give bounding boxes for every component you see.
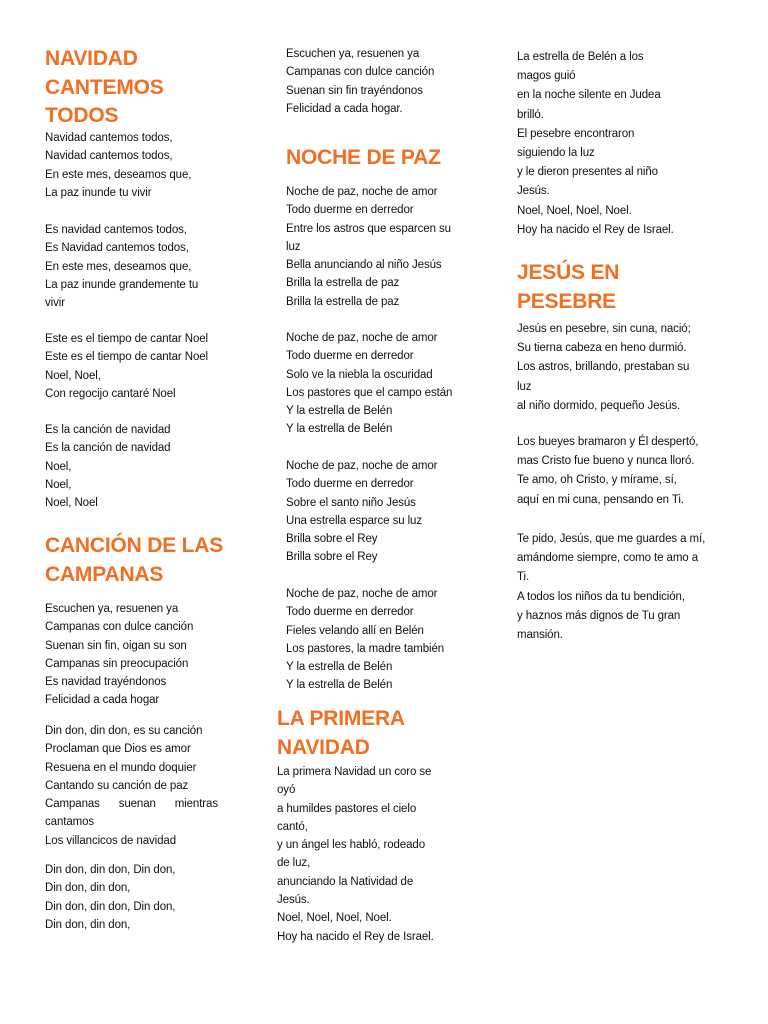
lyric-line: Es navidad cantemos todos, xyxy=(45,224,187,236)
lyric-line: Todo duerme en derredor xyxy=(286,478,414,491)
lyric-line: Sobre el santo niño Jesús xyxy=(286,496,416,509)
lyric-line: Es Navidad cantemos todos, xyxy=(45,242,189,255)
lyric-line: siguiendo la luz xyxy=(517,146,595,159)
lyric-line: Su tierna cabeza en heno durmió. xyxy=(517,342,687,355)
lyric-line: Los bueyes bramaron y Él despertó, xyxy=(517,436,699,448)
lyric-line: vivir xyxy=(45,297,65,310)
stanza xyxy=(517,320,691,416)
lyric-line: Jesús. xyxy=(517,185,550,198)
lyric-line: oyó xyxy=(277,784,296,797)
lyric-line: Brilla la estrella de paz xyxy=(286,277,400,290)
lyric-line: brilló. xyxy=(517,108,544,121)
lyric-line: Los astros, brillando, prestaban su xyxy=(517,361,690,374)
lyric-line: Hoy ha nacido el Rey de Israel. xyxy=(277,930,434,943)
lyric-line: aquí en mi cuna, pensando en Ti. xyxy=(517,493,684,506)
stanza xyxy=(517,433,698,510)
lyric-line: Campanas con dulce canción xyxy=(286,66,435,79)
lyric-line: Noche de paz, noche de amor xyxy=(286,332,438,344)
lyric-line: Fieles velando allí en Belén xyxy=(286,624,424,637)
lyric-line: en la noche silente en Judea xyxy=(517,89,661,102)
lyric-line: a humildes pastores el cielo xyxy=(277,802,417,815)
lyric-line: Felicidad a cada hogar. xyxy=(286,102,403,115)
lyric-line: Din don, din don, es su canción xyxy=(45,725,203,737)
lyric-line: luz xyxy=(517,380,532,393)
lyric-line: Din don, din don, Din don, xyxy=(45,864,176,876)
lyric-line: Y la estrella de Belén xyxy=(286,423,393,436)
lyric-line: Suenan sin fin trayéndonos xyxy=(286,84,423,97)
lyric-line: Ti. xyxy=(517,571,530,584)
justified-word: Campanas xyxy=(45,798,100,811)
lyric-line: Y la estrella de Belén xyxy=(286,679,393,692)
stanza xyxy=(45,129,191,202)
stanza xyxy=(517,530,705,645)
stanza xyxy=(45,861,175,934)
lyric-line-justified xyxy=(45,795,218,813)
song-title-cancion-de-las-campanas: CANCIÓN DE LAS CAMPANAS xyxy=(45,534,224,586)
lyric-line: Los villancicos de navidad xyxy=(45,834,177,847)
lyric-line: y haznos más dignos de Tu gran xyxy=(517,609,681,622)
lyric-line: y le dieron presentes al niño xyxy=(517,166,658,179)
stanza xyxy=(286,183,451,311)
lyric-line: Noel, Noel, xyxy=(45,369,101,382)
lyric-line: mas Cristo fue bueno y nunca lloró. xyxy=(517,455,695,468)
lyric-line: Din don, din don, xyxy=(45,918,131,931)
lyric-line: Brilla sobre el Rey xyxy=(286,533,378,546)
lyric-line: Noel, Noel, Noel, Noel. xyxy=(517,204,632,217)
stanza xyxy=(286,45,434,118)
lyric-line: cantamos xyxy=(45,816,95,829)
stanza xyxy=(277,763,434,946)
lyric-line: En este mes, deseamos que, xyxy=(45,260,192,273)
stanza xyxy=(517,48,674,240)
lyric-line: Es navidad trayéndonos xyxy=(45,676,167,689)
lyric-line: Noel, Noel, Noel, Noel. xyxy=(277,912,392,925)
lyric-line: Entre los astros que esparcen su xyxy=(286,222,451,235)
lyric-line: La estrella de Belén a los xyxy=(517,51,644,63)
lyric-line: Cantando su canción de paz xyxy=(45,779,189,792)
lyric-line: Din don, din don, Din don, xyxy=(45,900,176,913)
lyric-line: y un ángel les habló, rodeado xyxy=(277,839,425,852)
stanza xyxy=(286,457,437,567)
lyric-line: Felicidad a cada hogar xyxy=(45,694,160,707)
lyric-line: mansión. xyxy=(517,628,563,641)
lyric-line: Escuchen ya, resuenen ya xyxy=(286,48,420,60)
lyric-line: Y la estrella de Belén xyxy=(286,405,393,418)
lyric-line: al niño dormido, pequeño Jesús. xyxy=(517,399,681,412)
lyric-line: Navidad cantemos todos, xyxy=(45,132,173,144)
lyric-line: La primera Navidad un coro se xyxy=(277,766,432,778)
justified-word: suenan xyxy=(118,798,156,811)
lyric-line: magos guió xyxy=(517,70,576,83)
lyric-line: Te pido, Jesús, que me guardes a mí, xyxy=(517,533,706,545)
lyric-line: cantó, xyxy=(277,820,308,833)
lyric-line: Hoy ha nacido el Rey de Israel. xyxy=(517,223,674,236)
lyric-line: Es la canción de navidad xyxy=(45,442,171,455)
lyric-line: Suenan sin fin, oigan su son xyxy=(45,639,187,652)
lyric-line: Noel, xyxy=(45,478,72,491)
stanza xyxy=(45,221,198,312)
lyric-line: Todo duerme en derredor xyxy=(286,606,414,619)
lyric-line: Noel, xyxy=(45,460,72,473)
lyric-line: Campanas con dulce canción xyxy=(45,621,194,634)
lyric-line: Resuena en el mundo doquier xyxy=(45,761,197,774)
lyric-line: La paz inunde grandemente tu xyxy=(45,278,199,291)
lyric-line: amándome siempre, como te amo a xyxy=(517,552,698,565)
lyric-line: de luz, xyxy=(277,857,311,870)
lyric-line: Noel, Noel xyxy=(45,497,98,510)
stanza xyxy=(45,600,193,710)
lyric-line: Es la canción de navidad xyxy=(45,424,171,436)
lyric-line: A todos los niños da tu bendición, xyxy=(517,590,685,603)
lyric-line: La paz inunde tu vivir xyxy=(45,186,152,199)
lyric-line: Te amo, oh Cristo, y mírame, sí, xyxy=(517,474,677,487)
stanza xyxy=(286,585,444,695)
song-title-navidad-cantemos-todos: NAVIDAD CANTEMOS TODOS xyxy=(45,47,164,127)
song-title-jesus-en-pesebre: JESÚS EN PESEBRE xyxy=(517,261,620,313)
song-title-la-primera-navidad: LA PRIMERA NAVIDAD xyxy=(277,707,405,759)
stanza xyxy=(45,421,170,512)
lyric-line: Brilla sobre el Rey xyxy=(286,551,378,564)
lyric-line: Los pastores que el campo están xyxy=(286,386,453,399)
stanza xyxy=(45,330,208,403)
lyric-line: Con regocijo cantaré Noel xyxy=(45,387,176,400)
lyric-line: Solo ve la niebla la oscuridad xyxy=(286,368,433,381)
lyric-line: Escuchen ya, resuenen ya xyxy=(45,603,179,615)
lyric-line: Y la estrella de Belén xyxy=(286,661,393,674)
lyric-line: Proclaman que Dios es amor xyxy=(45,743,191,756)
lyric-line: Los pastores, la madre también xyxy=(286,642,445,655)
lyric-line: Din don, din don, xyxy=(45,882,131,895)
lyric-line: Navidad cantemos todos, xyxy=(45,150,173,163)
lyric-line: Jesús en pesebre, sin cuna, nació; xyxy=(517,323,691,335)
lyric-line: Todo duerme en derredor xyxy=(286,350,414,363)
lyric-line: Una estrella esparce su luz xyxy=(286,514,423,527)
lyric-line: Jesús. xyxy=(277,894,310,907)
lyric-line: Bella anunciando al niño Jesús xyxy=(286,259,442,272)
lyric-line: El pesebre encontraron xyxy=(517,127,635,140)
lyric-line: Este es el tiempo de cantar Noel xyxy=(45,351,208,364)
lyric-line: Noche de paz, noche de amor xyxy=(286,186,438,198)
lyric-line: Este es el tiempo de cantar Noel xyxy=(45,333,208,345)
lyric-line: anunciando la Natividad de xyxy=(277,875,414,888)
lyric-line: luz xyxy=(286,240,301,253)
stanza xyxy=(45,722,218,850)
lyric-line: En este mes, deseamos que, xyxy=(45,168,192,181)
lyric-line: Todo duerme en derredor xyxy=(286,204,414,217)
lyric-line: Noche de paz, noche de amor xyxy=(286,460,438,472)
song-title-noche-de-paz: NOCHE DE PAZ xyxy=(286,146,441,169)
lyric-line: Brilla la estrella de paz xyxy=(286,295,400,308)
lyric-line: Campanas sin preocupación xyxy=(45,657,189,670)
justified-word: mientras xyxy=(174,798,218,811)
lyric-line: Noche de paz, noche de amor xyxy=(286,588,438,600)
stanza xyxy=(286,329,452,439)
